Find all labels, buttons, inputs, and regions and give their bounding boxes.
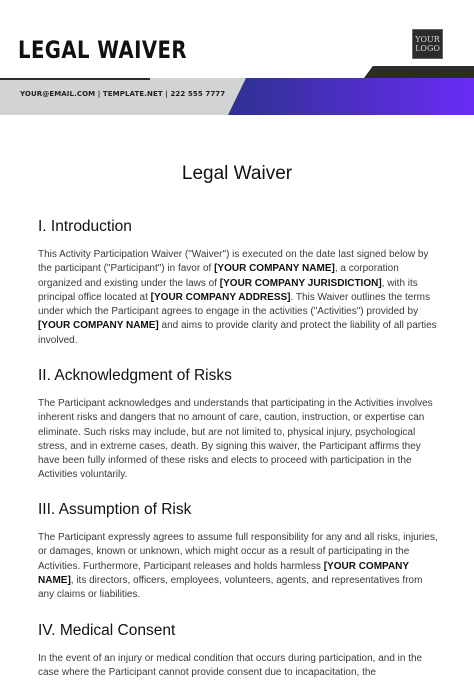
placeholder-company-name: [YOUR COMPANY NAME] [214,263,335,275]
header-dark-tab [364,66,474,78]
section-heading: I. Introduction [38,218,132,235]
placeholder-company-name: [YOUR COMPANY NAME] [38,320,159,332]
section-heading: II. Acknowledgment of Risks [38,367,232,384]
document-title: Legal Waiver [181,163,293,184]
placeholder-company-address: [YOUR COMPANY ADDRESS] [150,291,291,303]
section-medical-consent [38,620,438,681]
section-heading: IV. Medical Consent [38,622,176,639]
section-heading: III. Assumption of Risk [38,501,192,518]
section-assumption-of-risk [38,499,438,602]
section-text: This Activity Participation Waiver ("Waiver") is executed on the date last signed below by the participant ("Participant") in favor of [YOUR COMPANY NAME], a corporation organized and existing under the laws of [YOUR COMPANY JURISDICTION], with its principal office located at [YOUR COMPANY ADDRESS]. This Waiver outlines the terms under which the Participant agrees to engage in the activities ("Activities") provided by [YOUR COMPANY NAME] and aims to provide clarity and protect the liability of all parties involved. [38,249,437,346]
placeholder-company-jurisdiction: [YOUR COMPANY JURISDICTION] [219,277,382,289]
placeholder-company-name: [YOUR COMPANY NAME] [38,560,409,586]
section-introduction [38,216,438,348]
section-acknowledgment-of-risks [38,365,438,483]
section-text: In the event of an injury or medical condition that occurs during participation, and in the case where the Participant cannot provide consent due to incapacitation, the [38,653,423,679]
contact-info: YOUR@EMAIL.COM | TEMPLATE.NET | 222 555 7777 [20,90,226,98]
company-logo [412,29,443,59]
header-title: LEGAL WAIVER [18,36,187,64]
section-text: The Participant acknowledges and understands that participating in the Activities involves inherent risks and dangers that no amount of care, caution, instruction, or expertise can eliminate. Such risks may include, but are not limited to, physical injury, psychological stress, and in extreme cases, death. By signing this waiver, the Participant affirms they have been fully informed of these risks and elects to proceed with participation in the Activities voluntarily. [38,398,433,481]
section-text: The Participant expressly agrees to assume full responsibility for any and all risks, injuries, or damages, known or unknown, which might occur as a result of participating in the Activities. Furthermore, Participant releases and holds harmless [YOUR COMPANY NAME], its directors, officers, employees, volunteers, agents, and representatives from any claims or liabilities. [38,532,438,600]
logo-text: YOUR LOGO [415,35,440,53]
